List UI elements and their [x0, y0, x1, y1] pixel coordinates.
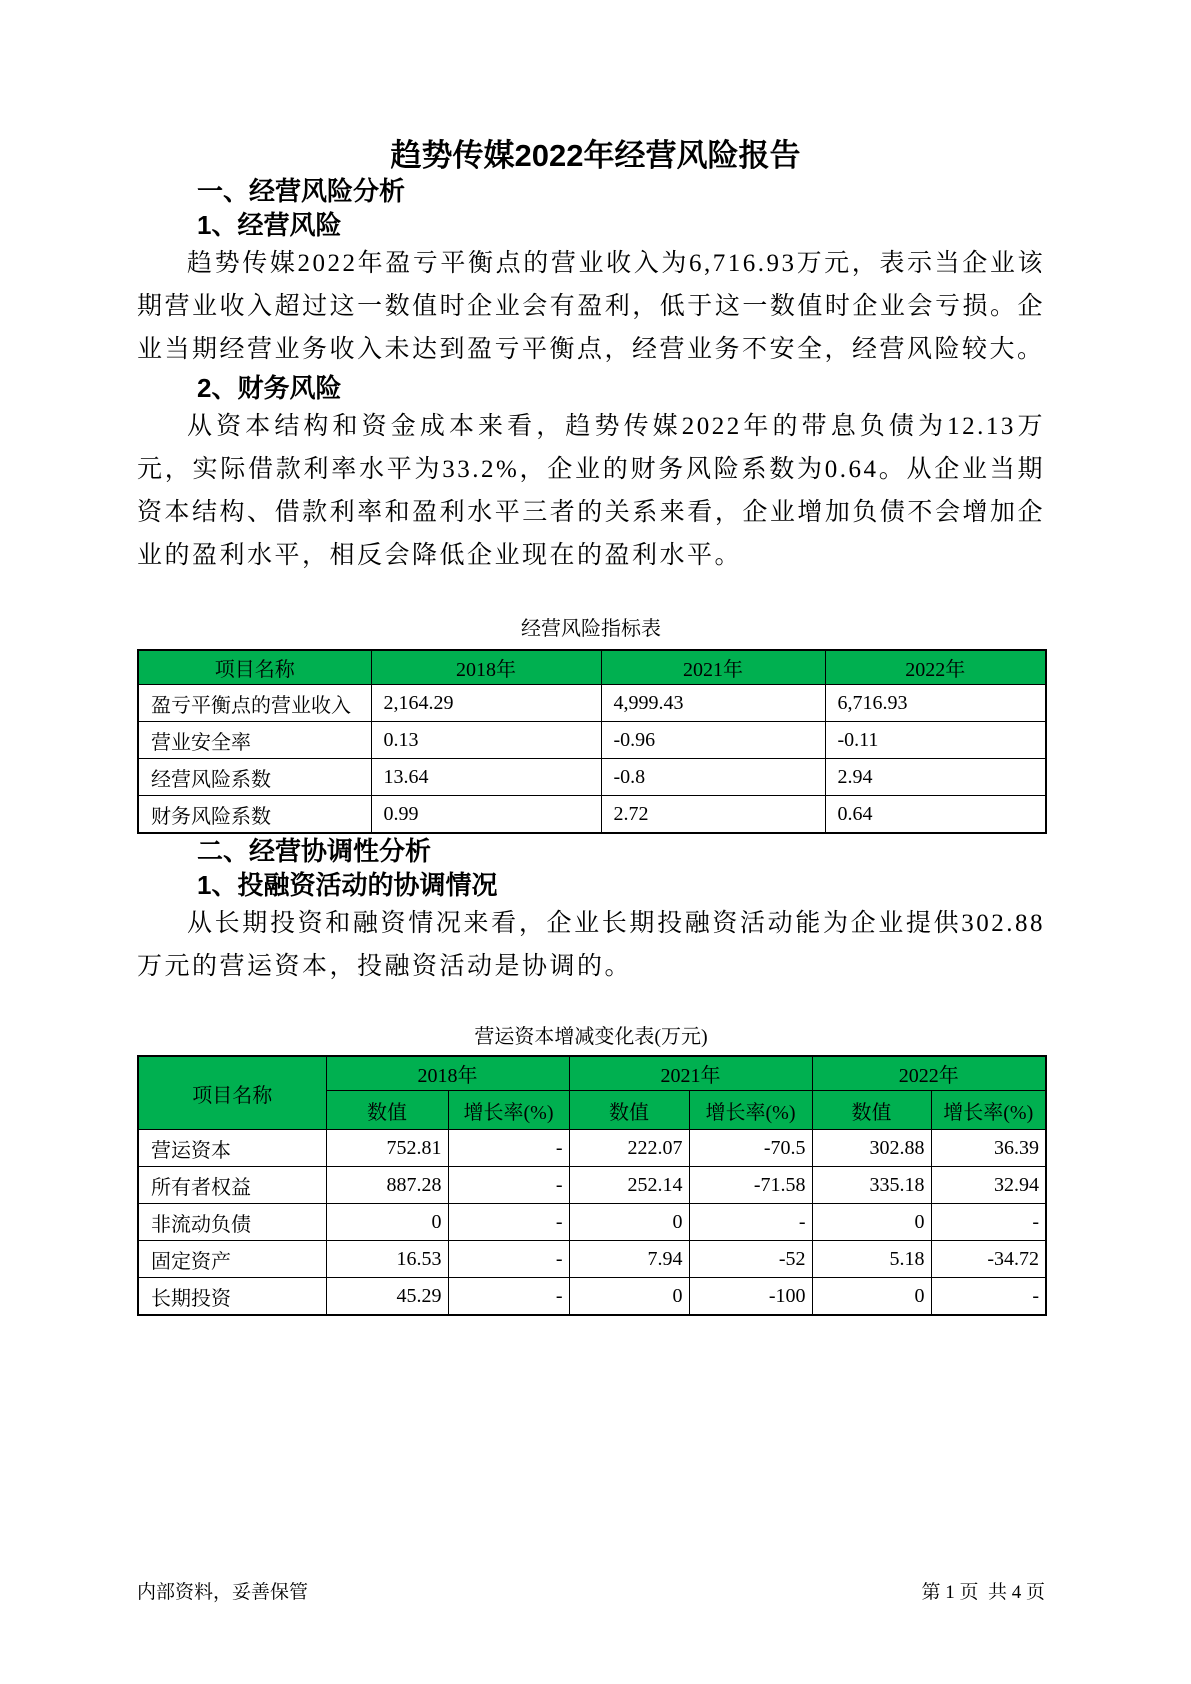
table-cell: 5.18	[812, 1241, 931, 1278]
risk-indicator-table-caption: 经营风险指标表	[521, 618, 661, 640]
sub-header-growth: 增长率(%)	[931, 1091, 1046, 1130]
table-cell: 2.72	[601, 796, 825, 834]
table-cell: -	[448, 1241, 569, 1278]
table-cell: 0	[812, 1204, 931, 1241]
table-row	[138, 1167, 1046, 1204]
footer-page-number: 第 1 页 共 4 页	[921, 1582, 1045, 1603]
table-cell: -	[931, 1278, 1046, 1316]
table-row	[138, 1204, 1046, 1241]
sub-header-value: 数值	[326, 1091, 448, 1130]
section-2-heading: 二、经营协调性分析	[197, 836, 432, 866]
table-cell: 0.99	[371, 796, 601, 834]
document-content	[137, 174, 1045, 1316]
table-cell: 6,716.93	[825, 685, 1046, 722]
paragraph-operating-risk: 趋势传媒2022年盈亏平衡点的营业收入为6,716.93万元，表示当企业该期营业收入超过这一数值时企业会有盈利，低于这一数值时企业会亏损。企业当期经营业务收入未达到盈亏平衡点，经营业务不安全，经营风险较大。	[137, 250, 1045, 363]
table-cell: 13.64	[371, 759, 601, 796]
table-header-row	[138, 650, 1046, 685]
document-title: 趋势传媒2022年经营风险报告	[390, 138, 801, 173]
table-cell: -0.96	[601, 722, 825, 759]
year-header: 2021年	[569, 1056, 812, 1091]
table-cell: 752.81	[326, 1130, 448, 1167]
paragraph-financial-risk: 从资本结构和资金成本来看，趋势传媒2022年的带息负债为12.13万元，实际借款利率水平为33.2%，企业的财务风险系数为0.64。从企业当期资本结构、借款利率和盈利水平三者的关系来看，企业增加负债不会增加企业的盈利水平，相反会降低企业现在的盈利水平。	[137, 413, 1045, 569]
section-2-1-heading: 1、投融资活动的协调情况	[197, 870, 498, 900]
table-cell: 32.94	[931, 1167, 1046, 1204]
table-cell: 45.29	[326, 1278, 448, 1316]
footer-confidential-note: 内部资料，妥善保管	[137, 1582, 309, 1603]
table-cell: -0.8	[601, 759, 825, 796]
row-label: 非流动负债	[138, 1204, 326, 1241]
table-row	[138, 1130, 1046, 1167]
table-cell: 16.53	[326, 1241, 448, 1278]
table-cell: 36.39	[931, 1130, 1046, 1167]
column-header: 项目名称	[138, 650, 371, 685]
table-row	[138, 796, 1046, 834]
table-cell: -71.58	[689, 1167, 812, 1204]
table-cell: 7.94	[569, 1241, 689, 1278]
column-header: 项目名称	[138, 1056, 326, 1130]
working-capital-table-caption: 营运资本增减变化表(万元)	[474, 1026, 708, 1048]
table-cell: 0	[569, 1278, 689, 1316]
table-cell: -0.11	[825, 722, 1046, 759]
column-header: 2018年	[371, 650, 601, 685]
row-label: 盈亏平衡点的营业收入	[138, 685, 371, 722]
table-cell: -	[448, 1167, 569, 1204]
table-cell: 252.14	[569, 1167, 689, 1204]
risk-indicator-table	[137, 649, 1047, 834]
table-row	[138, 722, 1046, 759]
sub-header-growth: 增长率(%)	[448, 1091, 569, 1130]
table-cell: 0.64	[825, 796, 1046, 834]
table-row	[138, 759, 1046, 796]
table-cell: -	[448, 1204, 569, 1241]
table-cell: -	[689, 1204, 812, 1241]
row-label: 财务风险系数	[138, 796, 371, 834]
table-cell: -34.72	[931, 1241, 1046, 1278]
table-cell: 0.13	[371, 722, 601, 759]
year-header: 2022年	[812, 1056, 1046, 1091]
sub-header-value: 数值	[812, 1091, 931, 1130]
table-cell: 2,164.29	[371, 685, 601, 722]
table-cell: 2.94	[825, 759, 1046, 796]
paragraph-investment-financing: 从长期投资和融资情况来看，企业长期投融资活动能为企业提供302.88万元的营运资本，投融资活动是协调的。	[137, 910, 1045, 980]
column-header: 2021年	[601, 650, 825, 685]
table-cell: 302.88	[812, 1130, 931, 1167]
table-cell: -	[448, 1278, 569, 1316]
row-label: 固定资产	[138, 1241, 326, 1278]
table-cell: -	[931, 1204, 1046, 1241]
sub-header-growth: 增长率(%)	[689, 1091, 812, 1130]
table-cell: -70.5	[689, 1130, 812, 1167]
table-cell: 0	[326, 1204, 448, 1241]
section-1-1-heading: 1、经营风险	[197, 210, 342, 240]
page-footer	[137, 1580, 1045, 1606]
table-cell: 222.07	[569, 1130, 689, 1167]
row-label: 所有者权益	[138, 1167, 326, 1204]
section-1-2-heading: 2、财务风险	[197, 373, 342, 403]
row-label: 经营风险系数	[138, 759, 371, 796]
table-cell: 335.18	[812, 1167, 931, 1204]
table-cell: -100	[689, 1278, 812, 1316]
year-header: 2018年	[326, 1056, 569, 1091]
working-capital-table	[137, 1055, 1047, 1316]
table-row	[138, 685, 1046, 722]
table-row	[138, 1278, 1046, 1316]
table-cell: 0	[569, 1204, 689, 1241]
row-label: 长期投资	[138, 1278, 326, 1316]
row-label: 营运资本	[138, 1130, 326, 1167]
table-cell: 0	[812, 1278, 931, 1316]
table-cell: 887.28	[326, 1167, 448, 1204]
table-cell: 4,999.43	[601, 685, 825, 722]
table-row	[138, 1241, 1046, 1278]
table-cell: -	[448, 1130, 569, 1167]
sub-header-value: 数值	[569, 1091, 689, 1130]
table-header-row-years	[138, 1056, 1046, 1091]
column-header: 2022年	[825, 650, 1046, 685]
row-label: 营业安全率	[138, 722, 371, 759]
table-cell: -52	[689, 1241, 812, 1278]
section-1-heading: 一、经营风险分析	[197, 176, 406, 206]
